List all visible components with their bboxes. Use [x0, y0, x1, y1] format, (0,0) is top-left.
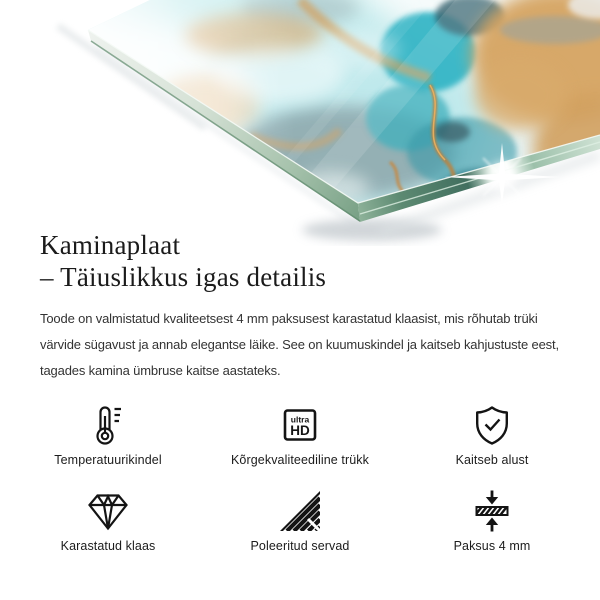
features-grid: [0, 401, 600, 553]
feature-protects-base: [396, 401, 588, 467]
product-description: Toode on valmistatud kvaliteetsest 4 mm paksusest karastatud klaasist, mis rõhutab trüki värvide sügavust ja annab elegantse läike. See on kuumuskindel ja kaitseb kahjustuste eest, tagades kamina ümbruse kaitse aastateks.: [40, 311, 559, 378]
polished-edges-icon: [277, 488, 323, 534]
ultra-hd-icon: [277, 402, 323, 448]
product-info: [0, 229, 600, 384]
feature-label: Karastatud klaas: [60, 539, 156, 553]
feature-polished-edges: [204, 487, 396, 553]
feature-thickness-4mm: [396, 487, 588, 553]
page-title: [40, 229, 560, 293]
feature-label: Poleeritud servad: [250, 539, 350, 553]
feature-label: Kaitseb alust: [455, 453, 529, 467]
feature-label: Paksus 4 mm: [453, 539, 531, 553]
feature-label: Kõrgekvaliteediline trükk: [231, 453, 369, 467]
thermometer-icon: [85, 402, 131, 448]
title-line-2: – Täiuslikkus igas detailis: [40, 262, 327, 292]
feature-temperature-resistant: [12, 401, 204, 467]
product-image: [0, 0, 600, 246]
thickness-icon: [469, 488, 515, 534]
feature-high-quality-print: [204, 401, 396, 467]
svg-text:HD: HD: [290, 423, 310, 438]
diamond-icon: [85, 488, 131, 534]
svg-text:ultra: ultra: [290, 414, 310, 425]
shield-check-icon: [469, 402, 515, 448]
feature-tempered-glass: [12, 487, 204, 553]
glass-panel-artwork: [0, 0, 600, 246]
title-line-1: Kaminaplaat: [40, 230, 181, 260]
feature-label: Temperatuurikindel: [54, 453, 162, 467]
